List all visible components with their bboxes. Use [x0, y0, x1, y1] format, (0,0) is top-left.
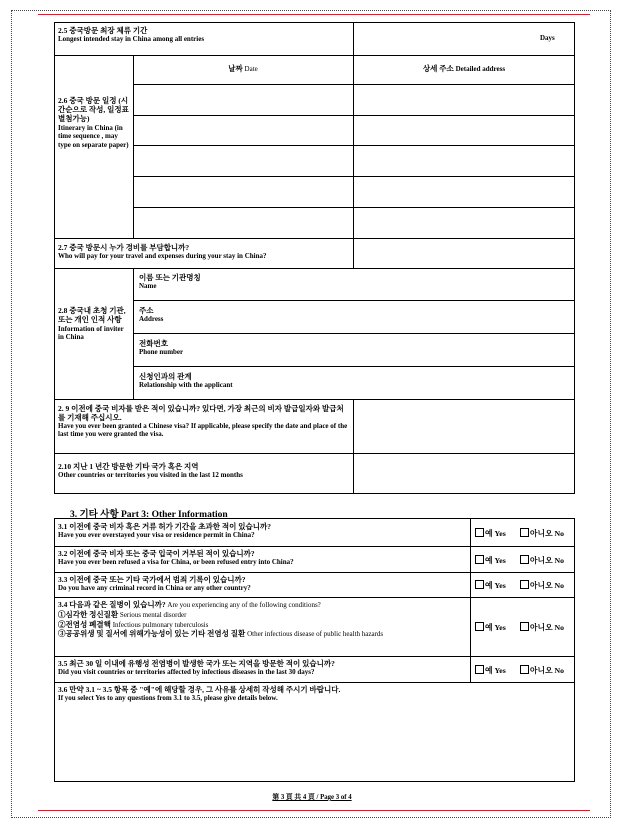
inviter-address-label: 주소 Address	[139, 306, 164, 323]
q2-8-label: 2.8 중국내 초청 기관, 또는 개인 인적 사항 Information of inviter in China	[58, 306, 126, 342]
q3-2-label: 3.2 이전에 중국 비자 또는 중국 입국이 거부된 적이 있습니까? Have you ever been refused a visa for China, or been refused entry into China?	[58, 549, 294, 566]
q3-3-no-option[interactable]: 아니오 No	[520, 580, 564, 591]
q3-2-yes-option[interactable]: 예 Yes	[475, 555, 506, 566]
checkbox-icon[interactable]	[520, 555, 529, 564]
checkbox-icon[interactable]	[475, 622, 484, 631]
q2-5-days-unit: Days	[540, 34, 555, 42]
q2-6-label: 2.6 중국 방문 일정 (시간순으로 작성, 일정표 별첨가능) Itinerary in China (in time sequence , may type on separate paper)	[58, 96, 129, 149]
q3-1-no-option[interactable]: 아니오 No	[520, 528, 564, 539]
q3-2-no-option[interactable]: 아니오 No	[520, 555, 564, 566]
checkbox-icon[interactable]	[475, 665, 484, 674]
address-column-header: 상세 주소 Detailed address	[422, 64, 506, 73]
date-column-header: 날짜 Date	[228, 64, 258, 73]
checkbox-icon[interactable]	[520, 580, 529, 589]
checkbox-icon[interactable]	[475, 555, 484, 564]
checkbox-icon[interactable]	[475, 528, 484, 537]
page-footer: 第 3 頁 共 4 頁 / Page 3 of 4	[272, 794, 352, 801]
checkbox-icon[interactable]	[475, 580, 484, 589]
q2-7-label: 2.7 중국 방문시 누가 경비를 부담합니까? Who will pay for your travel and expenses during your stay in China?	[58, 243, 267, 260]
q3-3-label: 3.3 이전에 중국 또는 기타 국가에서 범죄 기록이 있습니까? Do you have any criminal record in China or any other country?	[58, 575, 251, 592]
q2-5-label: 2.5 중국방문 최장 체류 기간 Longest intended stay in China among all entries	[58, 26, 205, 43]
q3-5-yes-option[interactable]: 예 Yes	[475, 665, 506, 676]
inviter-relationship-label: 신청인과의 관계 Relationship with the applicant	[139, 372, 233, 389]
checkbox-icon[interactable]	[520, 528, 529, 537]
top-rule	[38, 14, 590, 15]
inviter-name-label: 이름 또는 기관명칭 Name	[139, 273, 201, 290]
part3-title: 3. 기타 사항 Part 3: Other Information	[70, 510, 228, 520]
q3-5-no-option[interactable]: 아니오 No	[520, 665, 564, 676]
q3-6-label: 3.6 만약 3.1 ~ 3.5 항목 중 "예"에 해당할 경우, 그 사유를 상세히 작성해 주시기 바랍니다. If you select Yes to any questions from 3.1 to 3.5, please give details below.	[58, 685, 341, 702]
q3-1-yes-option[interactable]: 예 Yes	[475, 528, 506, 539]
bottom-rule	[38, 810, 590, 811]
checkbox-icon[interactable]	[520, 622, 529, 631]
inviter-phone-label: 전화번호 Phone number	[139, 339, 184, 356]
q2-10-label: 2.10 지난 1 년간 방문한 기타 국가 혹은 지역 Other countries or territories you visited in the last 12 months	[58, 462, 243, 479]
q3-5-label: 3.5 최근 30 일 이내에 유행성 전염병이 발생한 국가 또는 지역을 방문한 적이 있습니까? Did you visit countries or territories affected by infectious diseases in the last 30 days?	[58, 659, 335, 676]
q3-3-yes-option[interactable]: 예 Yes	[475, 580, 506, 591]
q3-1-label: 3.1 이전에 중국 비자 혹은 거류 허가 기간을 초과한 적이 있습니까? Have you ever overstayed your visa or residence permit in China?	[58, 522, 271, 539]
q3-4-no-option[interactable]: 아니오 No	[520, 622, 564, 633]
q3-4-yes-option[interactable]: 예 Yes	[475, 622, 506, 633]
checkbox-icon[interactable]	[520, 665, 529, 674]
q2-9-label: 2. 9 이전에 중국 비자를 받은 적이 있습니까? 있다면, 가장 최근의 비자 발급일자와 발급처를 기재해 주십시오. Have you ever been granted a Chinese visa? If applicable, please specify the date and place of the last time you were granted the visa.	[58, 404, 348, 439]
q3-4-label: 3.4 다음과 같은 질병이 있습니까? Are you experiencing any of the following conditions? ①심각한 정신질환 Serious mental disorder ②전염성 폐결핵 Infectious pulmonary tuberculosis ③공공위생 및 질서에 위해가능성이 있는 기타 전염성 질환 Other infectious disease of public health hazards	[58, 600, 384, 639]
